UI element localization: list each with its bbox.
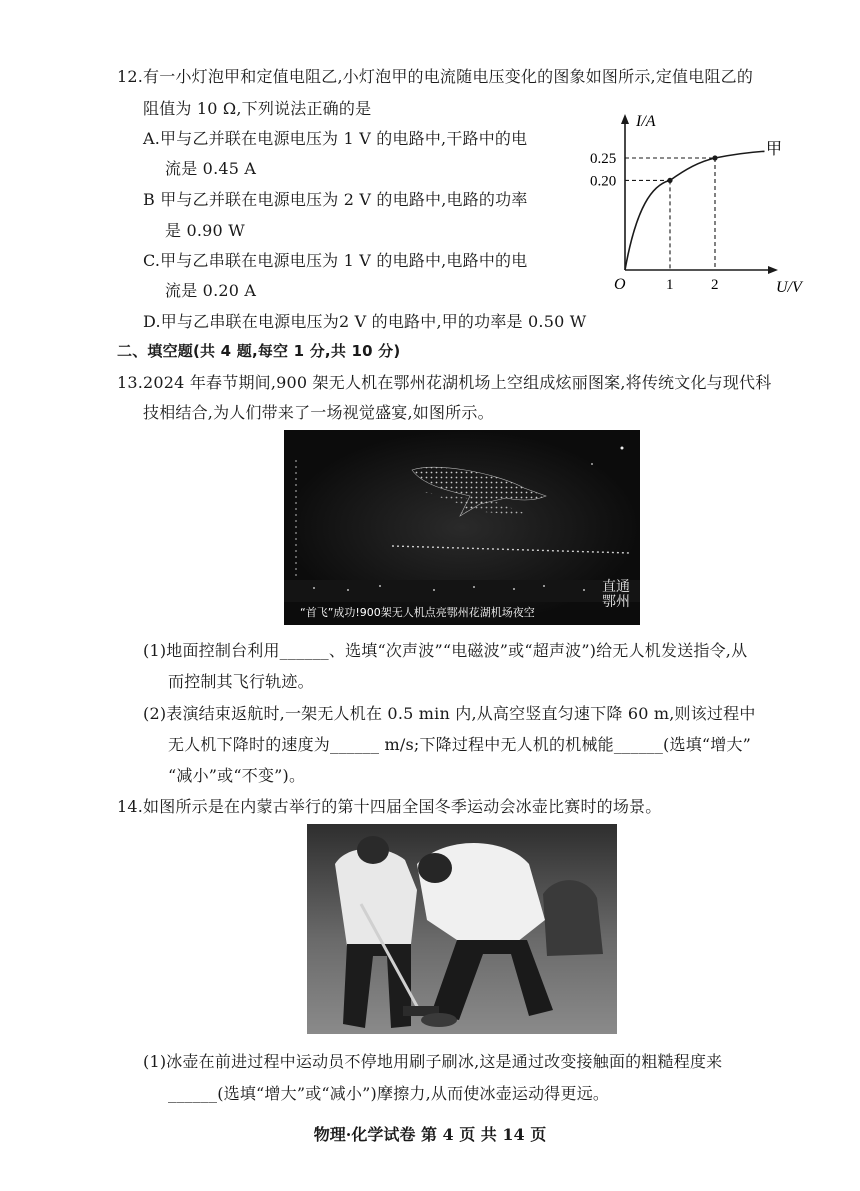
q12-option-c-line2: 流是 0.20 A bbox=[165, 281, 257, 300]
marked-point-1 bbox=[667, 178, 672, 183]
q12-option-a-line2: 流是 0.45 A bbox=[165, 159, 257, 178]
q13-sub1-line2: 而控制其飞行轨迹。 bbox=[168, 672, 314, 691]
q14-sub1-line2: ______(选填“增大”或“减小”)摩擦力,从而使冰壶运动得更远。 bbox=[168, 1084, 610, 1103]
series-curve-jia bbox=[625, 151, 765, 270]
series-label-jia: 甲 bbox=[766, 141, 783, 158]
q13-stem-line1: 13.2024 年春节期间,900 架无人机在鄂州花湖机场上空组成炫丽图案,将传统文化与现代科 bbox=[117, 373, 772, 392]
q13-sub1-line1: (1)地面控制台利用______、选填“次声波”“电磁波”或“超声波”)给无人机发送指令,从 bbox=[143, 641, 748, 660]
y-tick-label-0.20: 0.20 bbox=[590, 173, 617, 190]
q12-stem-line1: 12.有一小灯泡甲和定值电阻乙,小灯泡甲的电流随电压变化的图象如图所示,定值电阻乙的 bbox=[117, 67, 754, 86]
q13-sub2-line3: “减小”或“不变”)。 bbox=[168, 766, 306, 785]
q14-sub1-line1: (1)冰壶在前进过程中运动员不停地用刷子刷冰,这是通过改变接触面的粗糙程度来 bbox=[143, 1052, 723, 1071]
marked-point-2 bbox=[712, 155, 717, 160]
q13-sub2-line2: 无人机下降时的速度为______ m/s;下降过程中无人机的机械能______(选填“增大” bbox=[168, 735, 752, 754]
x-axis-label: U/V bbox=[776, 279, 802, 296]
q12-option-c-line1: C.甲与乙串联在电源电压为 1 V 的电路中,电路中的电 bbox=[143, 251, 528, 270]
graph-axes bbox=[621, 114, 778, 274]
section-heading-fill-in: 二、填空题(共 4 题,每空 1 分,共 10 分) bbox=[117, 342, 401, 360]
x-tick-label-2: 2 bbox=[711, 277, 719, 293]
curling-photo bbox=[307, 824, 617, 1034]
q13-stem-line2: 技相结合,为人们带来了一场视觉盛宴,如图所示。 bbox=[143, 403, 494, 422]
q12-option-d: D.甲与乙串联在电源电压为2 V 的电路中,甲的功率是 0.50 W bbox=[143, 312, 587, 331]
q12-option-b-line2: 是 0.90 W bbox=[165, 221, 245, 240]
q14-stem: 14.如图所示是在内蒙古举行的第十四届全国冬季运动会冰壶比赛时的场景。 bbox=[117, 797, 662, 816]
q12-stem-line2: 阻值为 10 Ω,下列说法正确的是 bbox=[143, 99, 372, 118]
photo-watermark: 直通鄂州 bbox=[602, 579, 630, 610]
q13-sub2-line1: (2)表演结束返航时,一架无人机在 0.5 min 内,从高空竖直匀速下降 60 m,则该过程中 bbox=[143, 704, 756, 723]
iu-graph bbox=[580, 108, 820, 308]
origin-label: O bbox=[614, 276, 626, 293]
drone-show-photo bbox=[284, 430, 640, 625]
page-footer: 物理·化学试卷 第 4 页 共 14 页 bbox=[313, 1125, 547, 1144]
x-axis-arrow bbox=[768, 266, 778, 274]
x-tick-label-1: 1 bbox=[666, 277, 674, 293]
y-tick-label-0.25: 0.25 bbox=[590, 151, 617, 167]
photo-caption: “首飞”成功!900架无人机点亮鄂州花湖机场夜空 bbox=[300, 606, 535, 619]
dashed-guides bbox=[625, 158, 715, 270]
q12-option-a-line1: A.甲与乙并联在电源电压为 1 V 的电路中,干路中的电 bbox=[143, 129, 528, 148]
q12-option-b-line1: B 甲与乙并联在电源电压为 2 V 的电路中,电路的功率 bbox=[143, 190, 528, 209]
y-axis-arrow bbox=[621, 114, 629, 124]
y-axis-label: I/A bbox=[636, 113, 656, 130]
curling-scene-image bbox=[307, 824, 617, 1034]
drone-airplane-image bbox=[284, 430, 640, 625]
